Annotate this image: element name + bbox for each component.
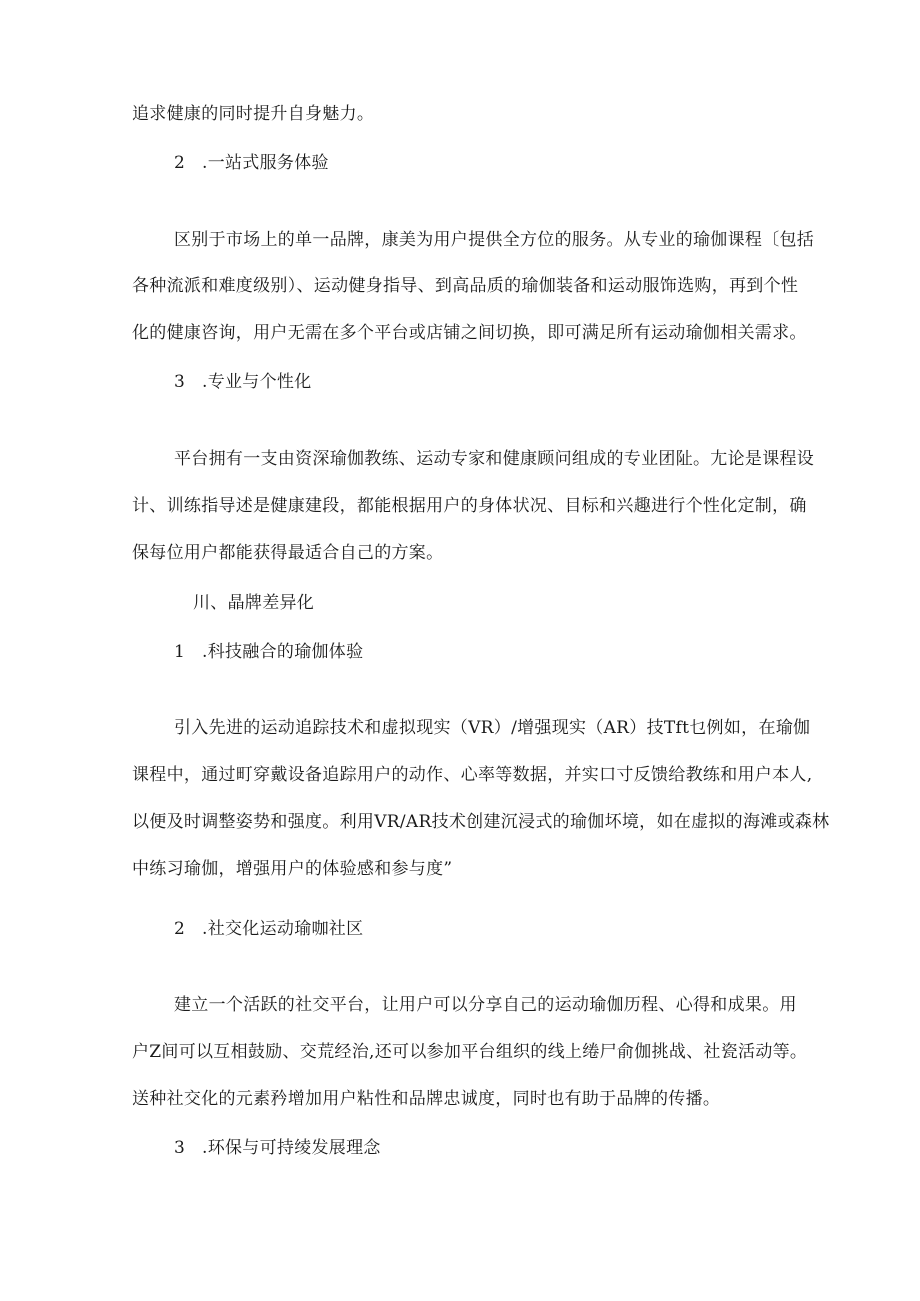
subheading-number: 2 — [174, 153, 186, 173]
paragraph-line: 追求健康的同时提升自身魅力。 — [132, 104, 375, 124]
subheading-social-community — [174, 917, 363, 941]
paragraph-line: 平台拥有一支由资深瑜伽教练、运动专家和健康顾问组成的专业团阯。尢论是课程设 — [174, 449, 815, 469]
subheading-number: 3 — [174, 1138, 186, 1158]
subheading-text: .科技融合的瑜伽体验 — [202, 642, 364, 662]
paragraph-line: 引入先进的运动追踪技术和虚拟现实（VR）/增强现实（AR）技Tft乜例如，在瑜伽 — [174, 718, 811, 738]
paragraph-line: 保每位用户都能获得最适合自己的方案。 — [132, 543, 444, 563]
subheading-number: 3 — [174, 372, 186, 392]
subheading-text: .一站式服务体验 — [202, 153, 329, 173]
subheading-text: .社交化运动瑜咖社区 — [202, 919, 364, 939]
paragraph-line: 中练习瑜伽，增强用户的体验感和参与度” — [132, 859, 453, 879]
subheading-text: .环保与可持绫发展理念 — [202, 1138, 381, 1158]
paragraph-line: 建立一个活跃的社交平台，让用户可以分享自己的运动瑜伽历程、心得和成果。用 — [174, 995, 797, 1015]
paragraph-line: 各种流派和难度级别）、运动健身指导、到高品质的瑜伽装备和运动服饰选购，再到个性 — [132, 276, 799, 296]
subheading-number: 1 — [174, 642, 186, 662]
paragraph-line: 化的健康咨询，用户无需在多个平台或店铺之间切换，即可满足所有运动瑜伽相关需求。 — [132, 323, 807, 343]
subheading-one-stop-service — [174, 151, 329, 175]
paragraph-line: 以便及时调整姿势和强度。利用VR/AR技术创建沉浸式的瑜伽坏境，如在虚拟的海滩或森林 — [132, 812, 830, 832]
paragraph-line: 户Z间可以互相鼓励、交荒经治,还可以参加平台组织的线上绻尸俞伽挑战、社瓷活动等。 — [132, 1042, 808, 1062]
paragraph-line: 课程中，通过町穿戴设备追踪用户的动作、心率等数据，并实口寸反馈给教练和用户本人, — [132, 765, 813, 785]
paragraph-line: 计、训练指导述是健康建段，都能根据用户的身体状况、目标和兴趣进行个性化定制，确 — [132, 496, 807, 516]
subheading-professional — [174, 370, 312, 394]
paragraph-line: 区别于市场上的单一品牌，康美为用户提供全方位的服务。从专业的瑜伽课程〔包括 — [174, 230, 815, 250]
subheading-number: 2 — [174, 919, 186, 939]
subheading-text: .专业与个性化 — [202, 372, 312, 392]
subheading-sustainability — [174, 1136, 381, 1160]
subheading-tech-fusion — [174, 640, 363, 664]
section-heading: 川、晶牌差异化 — [193, 593, 315, 613]
paragraph-line: 送种社交化的元素矜增加用户粘性和品牌忠诚度，同时也有助于品牌的传播。 — [132, 1089, 721, 1109]
